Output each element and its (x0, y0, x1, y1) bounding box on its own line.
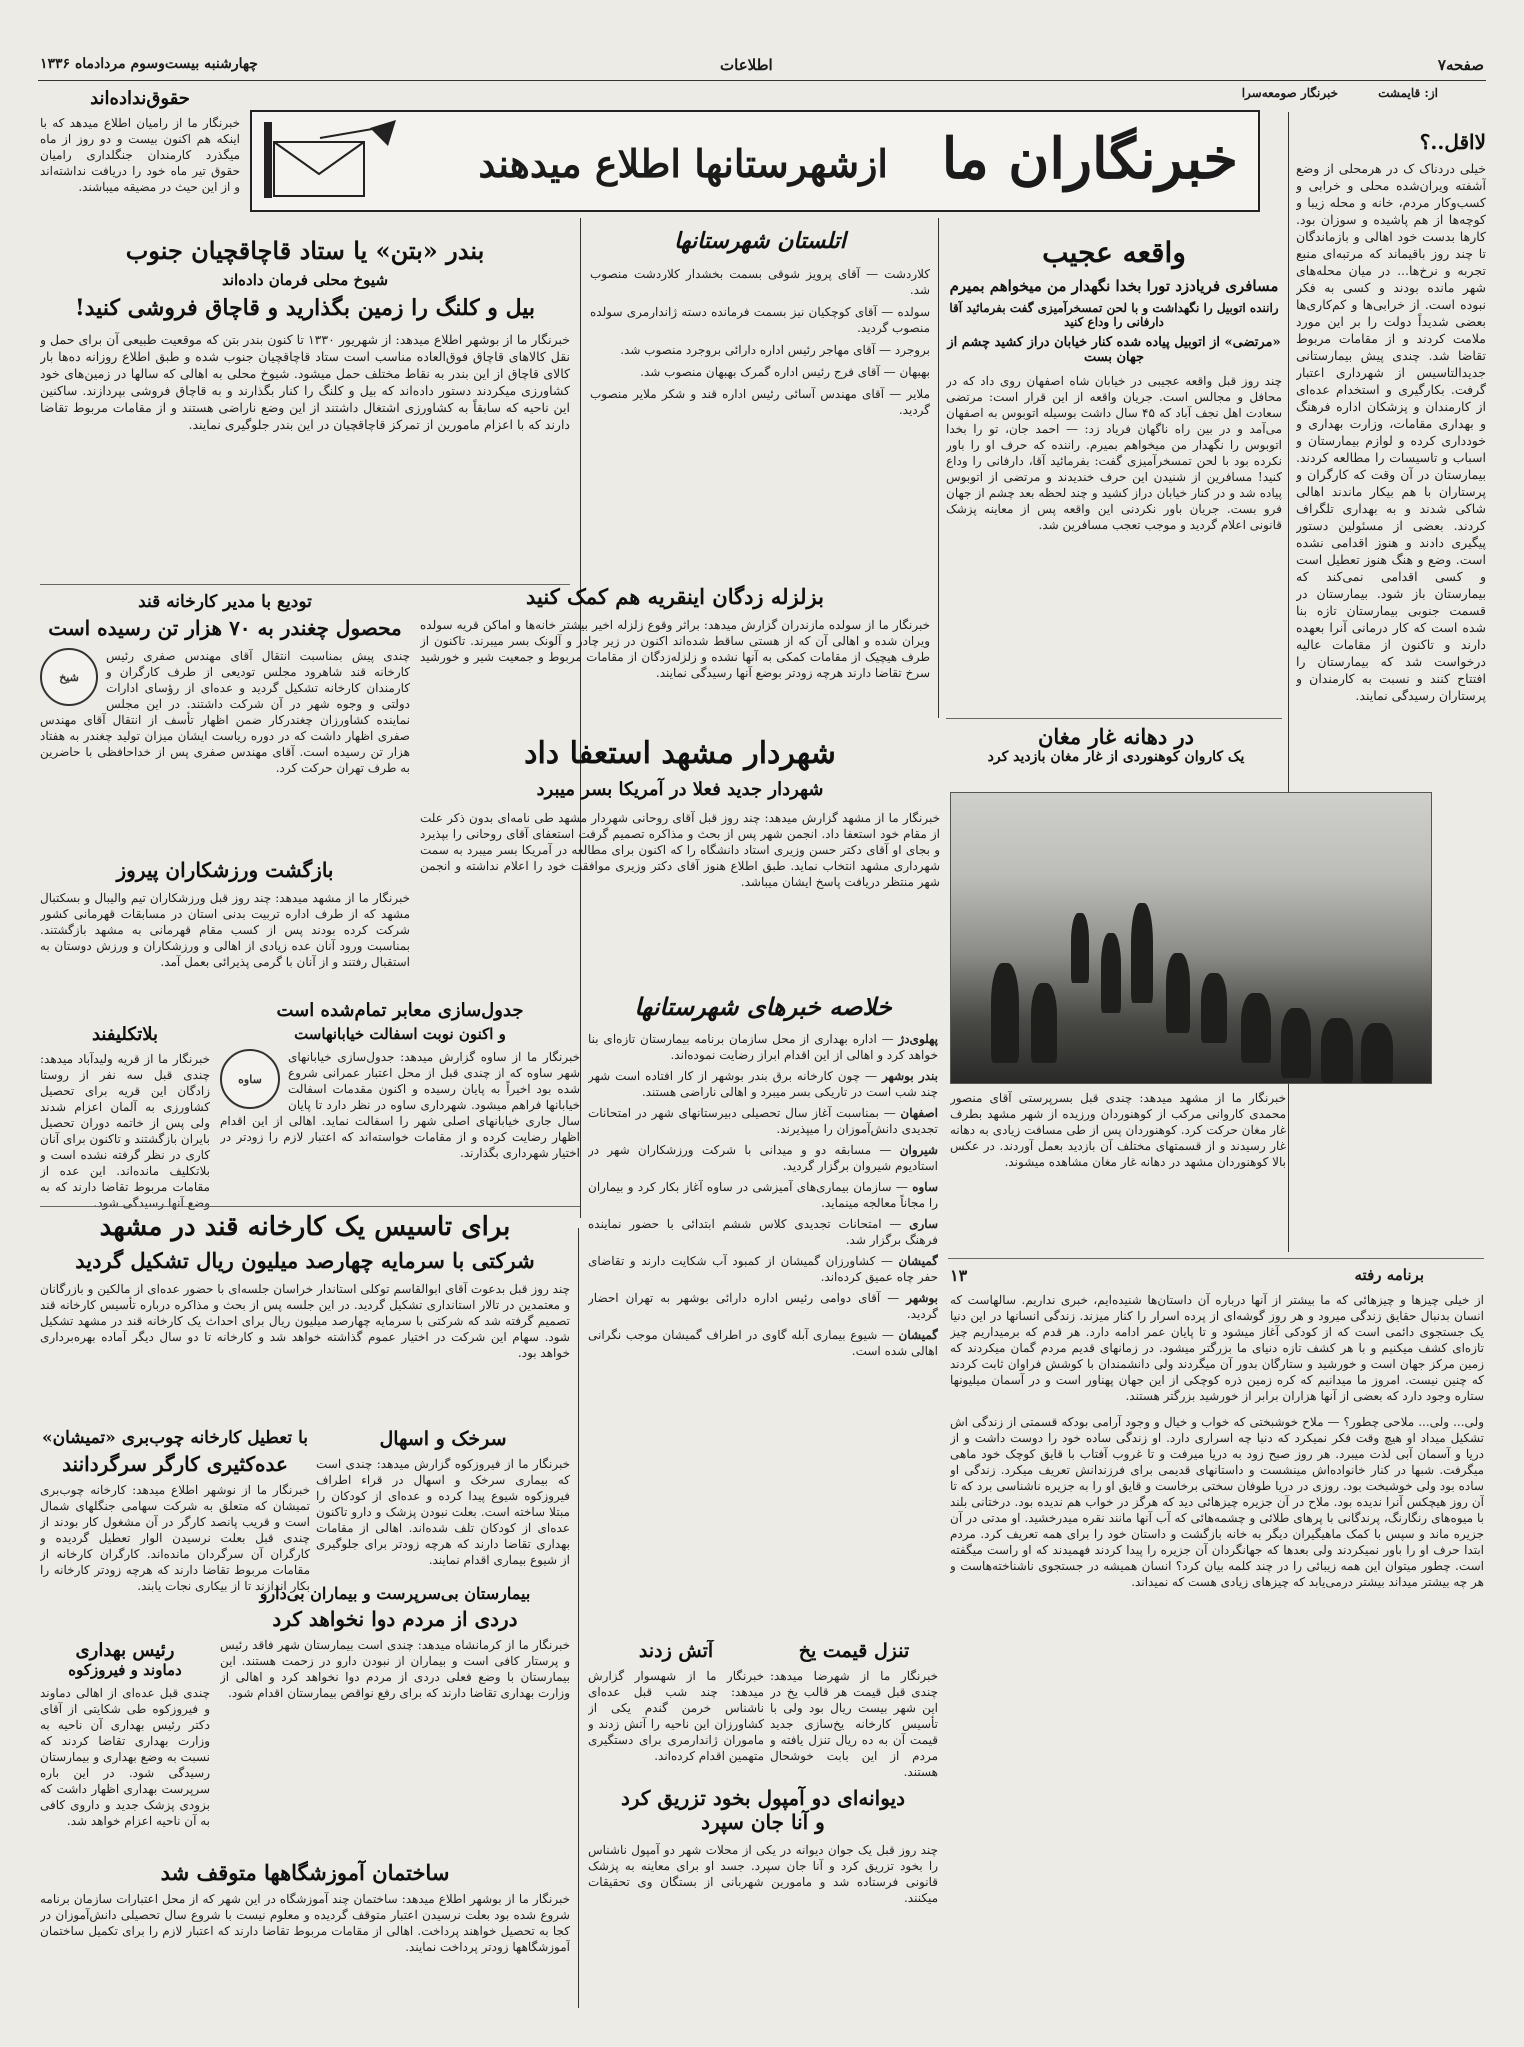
jadval-sub: و اکنون نوبت اسفالت خیابانهاست (294, 1025, 506, 1043)
barnameh-number: ۱۳ (950, 1266, 968, 1285)
sorkhak-body: خبرنگار ما از فیروزکوه گزارش میدهد: چندی است که بیماری سرخک و اسهال در قراء اطراف فیروزکوه شیوع پیدا کرده و عده‌ای از کودکان را مبتلا ساخته است. بعلت نبودن پزشک و دارو تاکنون عده‌ای از کودکان تلف شده‌اند. اهالی از مقامات بهداری تقاضا دارند که هرچه زودتر برای جلوگیری از شیوع بیماری اقدام نمایند. (316, 1457, 570, 1567)
masthead-rule (38, 80, 1486, 81)
khulaseh-text: اداره بهداری از محل سازمان برنامه بیمارستان تازه‌ای بنا خواهد کرد و اهالی از این اقدام ابراز رضایت نموده‌اند. (588, 1032, 938, 1062)
ghar-title: در دهانه غار مغان (1037, 724, 1195, 749)
bazgasht-body: خبرنگار ما از مشهد میدهد: چند روز قبل ورزشکاران تیم والیبال و بسکتبال مشهد که از طرف اداره تربیت بدنی استان در مسابقات قهرمانی کشور شرکت کرده بودند پس از کسب مقام قهرمانی به مشهد بازگشتند. بمناسبت ورود آنان عده زیادی از اهالی و ورزشکاران و ورزش دوستان به استقبال رفتند و از آنان با گرمی پذیرائی بعمل آمد. (40, 891, 410, 969)
atash-article (588, 1640, 764, 1780)
barnameh-header (950, 1266, 1484, 1292)
date-line: چهارشنبه بیست‌وسوم مرداد‌ماه ۱۳۳۶ (40, 56, 258, 72)
khulaseh-text: چون کارخانه برق بندر بوشهر از کار افتاده است شهر چند شب است در تاریکی بسر میبرد و اهالی ناراضی هستند. (588, 1069, 938, 1099)
raees-sub: دماوند و فیروزکوه (68, 1661, 182, 1679)
khulaseh-label: گمیشان (898, 1254, 938, 1268)
khulaseh-label: اصفهان (900, 1106, 938, 1120)
bandar-title: بندر «بتن» یا ستاد قاچاقچیان جنوب (125, 236, 485, 265)
khulaseh-label: ساوه (912, 1180, 938, 1194)
rule-qand-top (40, 1206, 580, 1207)
zelzeleh-body: خبرنگار ما از سولده مازندران گزارش میدهد: براثر وقوع زلزله اخیر بیشتر خانه‌ها و اماکن قریه سولده ویران شده و اهالی آن که از هستی ساقط شده‌اند اکنون در زیر چادر و آلونک بسر میبرند. تاکنون از طرف هیچیک از مقامات کمکی به آنها نشده و زلزله‌زدگان از مقامات مربوط و جمعیت شیر و خورشید سرخ تقاضا دارند هرچه زودتر بوضع آنها رسیدگی نمایند. (420, 618, 930, 680)
tavdi-title: تودیع با مدیر کارخانه قند (138, 592, 312, 612)
huquq-title: حقوق‌نداده‌اند (90, 88, 190, 109)
shahrestanha-item: سولده — آقای کوچکیان نیز بسمت فرمانده دسته ژاندارمری سولده منصوب گردید. (590, 305, 930, 335)
rule-vaqeh (946, 718, 1282, 719)
bazgasht-title: بازگشت ورزشکاران پیروز (116, 858, 334, 882)
raees-article (40, 1640, 210, 1840)
shahrestanha-logo: اتلستان شهرستانها (674, 228, 846, 254)
shahrestanha-item: بهبهان — آقای فرج رئیس اداره گمرک بهبهان منصوب شد. (640, 365, 930, 379)
qand-sub: شرکتی با سرمایه چهارصد میلیون ریال تشکیل گردید (75, 1248, 535, 1273)
qand-body: چند روز قبل بدعوت آقای ابوالقاسم توکلی استاندار خراسان جلسه‌ای با حضور عده‌ای از مالکین و بازرگانان و معتمدین در تالار استانداری تشکیل گردید. در این جلسه پس از بحث و مذاکره درباره تأسیس کارخانه قند تصمیم گرفته شد که شرکتی با سرمایه چهارصد میلیون ریال برای احداث یک کارخانه قند در مشهد تشکیل شود. سهام این شرکت در اختیار عموم گذاشته خواهد شد و کارخانه تا دو سال دیگر آماده بهره‌برداری خواهد بود. (40, 1282, 570, 1360)
vaqeh-title: واقعه عجیب (1042, 236, 1186, 269)
mountaineers-photo (950, 792, 1432, 1084)
bala-article (40, 1024, 210, 1224)
barnameh-title: برنامه رفته (1354, 1266, 1424, 1284)
shahrestanha-box (590, 228, 930, 528)
huquq-body: خبرنگار ما از رامیان اطلاع میدهد که با اینکه هم اکنون بیست و دو روز از ماه میگذرد کارمندان جنگلداری رامیان حقوق تیر ماه خود را دریافت نداشته‌اند و از این حیث در مضیقه میباشند. (40, 116, 240, 194)
chub-body: خبرنگار ما از نوشهر اطلاع میدهد: کارخانه چوب‌بری تمیشان که متعلق به شرکت سهامی جنگلهای شمال است و قریب پانصد کارگر در آن مشغول کار بودند از چندی قبل بعلت نرسیدن الوار تعطیل گردیده و کارگران آن سرگردان مانده‌اند. کارگران کارخانه از مقامات مربوط تقاضا دارند که هرچه زودتر کارخانه را بکار اندازند تا از بیکاری نجات یابند. (40, 1483, 310, 1593)
vaqeh-sub1: مسافری فریادزد تورا بخدا نگهدار من میخواهم بمیرم (949, 277, 1279, 295)
banner-subtitle: ازشهرستانها اطلاع میدهند (478, 141, 888, 186)
khulaseh-item: گمیشان — شیوع بیماری آبله گاوی در اطراف گمیشان موجب نگرانی اهالی شده است. (588, 1328, 938, 1358)
khulaseh-item: ساری — امتحانات تجدیدی کلاس ششم ابتدائی با حضور نماینده فرهنگ برگزار شد. (588, 1217, 938, 1247)
khulaseh-label: بندر بوشهر (881, 1069, 938, 1083)
divaneh-title: دیوانه‌ای دو آمپول بخود تزریق کرد (620, 1786, 906, 1810)
khulaseh-text: مسابقه دو و میدانی با شرکت ورزشکاران شهر در استادیوم شیروان برگزار گردید. (588, 1143, 938, 1173)
khulaseh-text: بمناسبت آغاز سال تحصیلی دبیرستانهای شهر در امتحانات تجدیدی دانش‌آموزان را میپذیرند. (588, 1106, 938, 1136)
chub-sub: عده‌کثیری کارگر سرگردانند (62, 1452, 288, 1476)
barnameh-body2: ولی... ولی... ملاحی چطور؟ — ملاح خوشبختی که خواب و خیال و وجود آرامی بودکه قسمتی از زندگی اش تشکیل میداد او هیچ وقت فکر نمیکرد که دنیا چه اسراری دارد. او زندگی ساده خود را دوست داشت و از دریا و آسمان آبی لذت میبرد. هر روز صبح زود به دریا میرفت و تا غروب آفتاب با قایق کوچک خود ماهی میگرفت. شبها در کنار خانواده‌اش مینشست و داستانهای قدیمی برای فرزندانش تعریف میکرد. زندگی او ساده بود ولی خوشبخت بود. روزی در دریا طوفان سختی برخاست و قایق او را به جزیره ناشناسی برد که تا آن روز هیچکس آنرا ندیده بود. ملاح در آن جزیره چیزهائی دید که هرگز در خواب هم ندیده بود. درختانی بلند با میوه‌های رنگارنگ، پرندگانی با پرهای طلائی و چشمه‌هائی که آب آنها مانند نقره میدرخشید. او مدتی در آن جزیره ماند و سپس با کمک ماهیگیران دیگر به خانه بازگشت و داستان خود را برای همه تعریف کرد. مردم ابتدا حرف او را باور نمیکردند ولی بعدها که جهانگردان آن جزیره را پیدا کردند فهمیدند که او راست میگفته است. چطور میتوان این همه زیبائی را در چند کلمه بیان کرد؟ انسان همیشه در جستجوی ناشناخته‌هاست و هر چه بیشتر میداند بیشتر درمی‌یابد که چیزهای زیادی هست که نمیداند. (950, 1415, 1484, 1589)
shahrestanha-item: کلاردشت — آقای پرویز شوقی بسمت بخشدار کلاردشت منصوب شد. (590, 267, 930, 297)
ghar-caption-text: خبرنگار ما از مشهد میدهد: چندی قبل بسرپرستی آقای منصور محمدی کاروانی مرکب از کوهنوردان ورزیده از شهر مشهد بطرف غار مغان حرکت کرد. کوهنوردان پس از طی مسافت زیادی به دهانه غار رسیدند و از قسمتهای مختلف آن بازدید بعمل آوردند. در عکس بالا کوهنوردان مشهد در دهانه غار مغان مشاهده میشوند. (950, 1091, 1286, 1169)
zelzeleh-title: بزلزله زدگان اینقریه هم کمک کنید (526, 584, 824, 609)
khulaseh-label: پهلوی‌دژ (898, 1032, 938, 1046)
bimarestan-sub: دردی از مردم دوا نخواهد کرد (272, 1607, 518, 1631)
atash-title: آتش زدند (638, 1640, 714, 1662)
bala-body: خبرنگار ما از قریه ولیدآباد میدهد: چندی قبل سه نفر از روستا زادگان این قریه برای تحصیل کشاورزی به آلمان اعزام شدند ولی پس از خاتمه دوران تحصیل بایران بازگشتند و تاکنون برای آنان کاری در نظر گرفته نشده است و بلاتکلیف مانده‌اند. این عده از مقامات مربوط تقاضا دارند که به وضع آنها رسیدگی شود. (40, 1052, 210, 1210)
khulaseh-text: شیوع بیماری آبله گاوی در اطراف گمیشان موجب نگرانی اهالی شده است. (588, 1328, 938, 1358)
khulaseh-text: سازمان بیماری‌های آمیزشی در ساوه آغاز بکار کرد و بیماران را مجاناً معالجه مینماید. (588, 1180, 938, 1210)
masthead (40, 56, 1484, 78)
khulaseh-item: پهلوی‌دژ — اداره بهداری از محل سازمان برنامه بیمارستان تازه‌ای بنا خواهد کرد و اهالی از این اقدام ابراز رضایت نموده‌اند. (588, 1032, 938, 1062)
jadval-title: جدول‌سازی معابر تمام‌شده است (276, 1000, 524, 1021)
sorkhak-title: سرخک و اسهال (379, 1428, 507, 1450)
bimarestan-body: خبرنگار ما از کرمانشاه میدهد: چندی است بیمارستان شهر فاقد رئیس و پرستار کافی است و بیماران از نبودن دارو در زحمت هستند. این بیمارستان با وضع فعلی دردی از مردم دوا نخواهد کرد و اهالی از وزارت بهداری تقاضا دارند که برای رفع نواقص بیمارستان اقدام شود. (220, 1638, 570, 1700)
bandar-sub: شیوخ محلی فرمان داده‌اند (221, 271, 389, 289)
rule-barnameh-top (948, 1258, 1484, 1259)
banner-title: خبرنگاران ما (941, 126, 1238, 192)
khulaseh-text: آقای دوامی رئیس اداره دارائی بوشهر به تهران احضار گردید. (588, 1291, 938, 1321)
vaqeh-body: چند روز قبل واقعه عجیبی در خیابان شاه اصفهان روی داد که در محافل و مجالس است. جریان واقعه از این قرار است: مرتضی سعادت اهل نجف آباد که ۴۵ سال داشت بوسیله اتوبوس به اصفهان می‌آمد و در بین راه ناگهان فریاد زد: — احمد جان، تو را بخدا اتوبوس را نگهدار من میخواهم بمیرم. راننده که حرف او را باور نکرده بود با لحن تمسخرآمیزی گفت: بفرمائید آقا، دارفانی را وداع کنید! مسافرین از شنیدن این حرف خندیدند و مرتضی از اتوبوس پیاده شد و در کنار خیابان دراز کشید و چند لحظه بعد چشم از جهان فرو بست. جریان باور نکردنی این واقعه پس از معاینه پزشک قانونی اعلام گردید و موجب تعجب مسافرین شد. (946, 374, 1282, 532)
khulaseh-label: گمیشان (898, 1328, 938, 1342)
page-number: صفحه۷ (1437, 56, 1484, 74)
khulaseh-label: ساری (909, 1217, 938, 1231)
lalaqal-title: لااقل..؟ (1419, 130, 1486, 154)
jadval-body: خبرنگار ما از ساوه گزارش میدهد: جدول‌سازی خیابانهای شهر ساوه که از چندی قبل از محل اعتبار عمرانی شروع شده بود اخیراً به پایان رسیده و اکنون مقدمات اسفالت خیابانها فراهم میشود. شهرداری ساوه در نظر دارد تا پایان سال جاری خیابانهای اصلی شهر را اسفالت نماید. اهالی از این اقدام اظهار رضایت کرده و از مقامات خواسته‌اند که اعتبار لازم را زودتر در اختیار شهرداری بگذارند. (220, 1050, 580, 1160)
barnameh-body: از خیلی چیزها و چیزهائی که ما بیشتر از آنها درباره آن داستان‌ها شنیده‌ایم، خبری نداریم. سالهاست که انسان بدنبال حقایق زندگی میرود و هر روز گوشه‌ای از پرده اسرار را کنار میزند. زندگی انسانها در این دنیا یک جستجوی دائمی است که از کودکی آغاز میشود و تا پایان عمر ادامه دارد. هر قدم که برمیداریم چیز تازه‌ای کشف میکنیم و با هر کشف تازه دنیای ما بزرگتر میشود. در زمانهای قدیم مردم گمان میکردند که زمین مرکز جهان است و خورشید و ستارگان بدور آن میگردند ولی دانشمندان با کوشش فراوان ثابت کردند که چنین نیست. امروز ما میدانیم که کره زمین ذره کوچکی از این جهان پهناور است و در آسمان میلیونها ستاره وجود دارد که بعضی از آنها هزاران برابر از خورشید بزرگتر هستند. (950, 1293, 1484, 1403)
sheikh-emblem-icon: شیخ (40, 648, 98, 706)
shahrdar-sub: شهردار جدید فعلا در آمریکا بسر میبرد (536, 779, 824, 800)
shahrdar-body: خبرنگار ما از مشهد گزارش میدهد: چند روز قبل آقای روحانی شهردار مشهد طی نامه‌ای بدون ذکر علت از مقام خود استعفا داد. انجمن شهر پس از بحث و مذاکره تصمیم گرفت استعفای آقای روحانی را بپذیرد و بجای او آقای دکتر حسن وزیری استاد دانشگاه را که اکنون برای مطالعه در آمریکا بسر میبرد به سمت شهرداری مشهد انتخاب نماید. طبق اطلاع هنوز آقای دکتر وزیری موافقت خود را اعلام نداشته و انجمن شهر منتظر دریافت پاسخ ایشان میباشد. (420, 811, 940, 889)
banner-kicker-right: از: قایمشت (1378, 86, 1438, 100)
sakhteman-body: خبرنگار ما از بوشهر اطلاع میدهد: ساختمان چند آموزشگاه در این شهر که از محل اعتبارات سازمان برنامه شروع شده بود بعلت نرسیدن اعتبار متوقف گردیده و معلوم نیست با شروع سال تحصیلی دانش‌آموزان در کجا به تحصیل خواهند پرداخت. اهالی از مقامات مربوط تقاضا دارند که اعتبار لازم را برای تکمیل ساختمان آموزشگاهها زودتر پرداخت نمایند. (40, 1892, 570, 1954)
ghar-sub: یک کاروان کوهنوردی از غار مغان بازدید کرد (987, 749, 1245, 765)
khulaseh-item: شیروان — مسابقه دو و میدانی با شرکت ورزشکاران شهر در استادیوم شیروان برگزار گردید. (588, 1143, 938, 1173)
ghar-caption (950, 1090, 1286, 1220)
atash-body: خبرنگار ما از شهسوار گزارش میدهد: چند شب قبل عده‌ای ناشناس خرمن گندم یکی از کشاورزان این ناحیه را آتش زدند و ماموران ژاندارمری برای دستگیری متهمین اقدام کرده‌اند. (588, 1669, 764, 1763)
tanazzol-body: خبرنگار ما از شهرضا میدهد: چندی قبل قیمت هر قالب یخ در این شهر بیست ریال بود ولی با تأسیس کارخانه یخ‌سازی جدید قیمت آن به ده ریال تنزل یافته و مردم از این بابت خوشحال هستند. (770, 1669, 938, 1779)
raees-title: رئیس بهداری (75, 1640, 175, 1661)
tavdi-article (40, 592, 410, 852)
qand-title: برای تاسیس یک کارخانه قند در مشهد (99, 1212, 511, 1242)
khulaseh-item: ساوه — سازمان بیماری‌های آمیزشی در ساوه آغاز بکار کرد و بیماران را مجاناً معالجه مینماید. (588, 1180, 938, 1210)
chub-title: با تعطیل کارخانه چوب‌بری «تمیشان» (42, 1428, 308, 1448)
zelzeleh-article (420, 584, 930, 734)
tavdi-sub: محصول چغندر به ۷۰ هزار تن رسیده است (48, 616, 402, 640)
bimarestan-article (220, 1584, 570, 1754)
khulaseh-item: اصفهان — بمناسبت آغاز سال تحصیلی دبیرستانهای شهر در امتحانات تجدیدی دانش‌آموزان را میپذیرند. (588, 1106, 938, 1136)
sorkhak-article (316, 1428, 570, 1578)
sakhteman-article (40, 1860, 570, 2010)
huquq-article (40, 88, 240, 213)
sakhteman-title: ساختمان آموزشگاهها متوقف شد (160, 1860, 450, 1885)
khulaseh-text: کشاورزان گمیشان از کمبود آب شکایت دارند و تقاضای حفر چاه عمیق کرده‌اند. (588, 1254, 938, 1284)
khulaseh-text: امتحانات تجدیدی کلاس ششم ابتدائی با حضور نماینده فرهنگ برگزار شد. (588, 1217, 938, 1247)
khulaseh-label: شیروان (899, 1143, 938, 1157)
khulaseh-label: بوشهر (906, 1291, 938, 1305)
vaqeh-sub2: راننده اتوبیل را نگهداشت و با لحن تمسخرآمیزی گفت بفرمائید آقا دارفانی را وداع کنید (949, 301, 1279, 329)
rule-shahr (938, 218, 939, 718)
bazgasht-article (40, 858, 410, 1018)
khulaseh-item: بندر بوشهر — چون کارخانه برق بندر بوشهر از کار افتاده است شهر چند شب است در تاریکی بسر میبرد و اهالی ناراضی هستند. (588, 1069, 938, 1099)
bimarestan-title: بیمارستان بی‌سرپرست و بیماران بی‌دارو (259, 1584, 531, 1603)
divaneh-body: چند روز قبل یک جوان دیوانه در یکی از محلات شهر دو آمپول ناشناس را بخود تزریق کرد و آنا جان سپرد. جسد او برای معاینه به پزشک قانونی فرستاده شد و مامورین شهربانی از بستگان وی تحقیقات میکنند. (588, 1843, 938, 1905)
ghar-article (950, 724, 1282, 780)
khulaseh-title: خلاصه خبرهای شهرستانها (634, 992, 892, 1021)
barnameh-article (950, 1266, 1484, 2011)
qand-article (40, 1212, 570, 1422)
raees-body: چندی قبل عده‌ای از اهالی دماوند و فیروزکوه طی شکایتی از آقای دکتر رئیس بهداری آن ناحیه به وزارت بهداری تقاضا کردند که نسبت به وضع بهداری و بیمارستان رسیدگی شود. در این باره سرپرست بهداری اظهار داشت که بزودی پزشک جدید و داروی کافی به آن ناحیه اعزام خواهد شد. (40, 1686, 210, 1828)
paper-name: اطلاعات (720, 56, 773, 74)
bala-title: بلاتکلیفند (91, 1024, 159, 1045)
khulaseh-article (588, 992, 938, 1632)
tavdi-body: چندی پیش بمناسبت انتقال آقای مهندس صفری رئیس کارخانه قند شاهرود مجلس تودیعی از طرف کارگران و کارمندان کارخانه تشکیل گردید و عده‌ای از رؤسای ادارات دولتی و وجوه شهر در آن شرکت داشتند. در این مجلس نماینده کشاورزان چغندرکار ضمن اظهار تأسف از انتقال آقای مهندس صفری اظهار داشت که در دوره ریاست ایشان میزان تولید چغندر به هفتاد هزار تن رسیده است. آقای مهندس صفری پس از خداحافظی با حاضرین به طرف تهران حرکت کرد. (40, 649, 410, 775)
vaqeh-sub3: «مرتضی» از اتوبیل پیاده شده کنار خیابان دراز کشید چشم از جهان بست (947, 335, 1281, 365)
tanazzol-article (770, 1640, 938, 1780)
banner-kicker-left: خبرنگار صومعه‌سرا (1241, 86, 1338, 100)
bandar-article (40, 236, 570, 581)
bandar-headline: بیل و کلنگ را زمین بگذارید و قاچاق فروشی کنید! (74, 295, 536, 321)
saveh-emblem-icon: ساوه (220, 1049, 280, 1109)
jadval-article (220, 1000, 580, 1222)
lalaqal-body: خیلی دردناک ک در هرمحلی از وضع آشفته ویران‌شده محلی و خرابی و کسب‌وکار مردم، خانه و محله زیبا و کوچه‌ها از هم پاشیده و سوزان بود. کارها بدست خود اهالی و بازماندگان تا چند روز باقیماند که مرتبه‌ای منبع تجربه و نرخ‌ها... در میان محله‌های شهر مانده بودند و کسی به فکر نبوده است. از خرابی‌ها و کم‌کاری‌ها بعضی شدیداً دولت را بر این مورد ملامت کردند و از مقامات مربوط تقاضا شد. چندی پیش بیمارستانی جدیدالتاسیس از شهرداری اعتبار گرفت. بکارگیری و استخدام عده‌ای از کارمندان و پزشکان اداره فرهنگ و بهداری مقامات، وزارت بهداری و خودداری کرده و لوازم بیمارستان و اسباب و تاسیسات را مطالعه کردند. بیمارستان در آن وقت که کارگران و پرستاران با هم بیکار ماندند اهالی شاکی شدند و به بهداری تلگراف کردند. بعضی از مسئولین دستور پیگیری دادند و هنوز اقدامی نشده است. وضع و هنگ هنوز تعطیل است و کسی اقدامی نمی‌کند که بیمارستان باز شود. بیمارستان در قسمت جنوبی بیمارستان تازه بنا شده است که کار درمانی آنرا بعهده دارند و تاکنون از مقامات عالیه درخواست شد که بیمارستان را افتتاح کنند و نسبت به کارمندان و پرستاران رسیدگی نمایند. (1296, 161, 1486, 703)
reporters-banner (250, 86, 1438, 212)
divaneh-sub: و آنا جان سپرد (701, 1810, 825, 1834)
khulaseh-item: گمیشان — کشاورزان گمیشان از کمبود آب شکایت دارند و تقاضای حفر چاه عمیق کرده‌اند. (588, 1254, 938, 1284)
shahrestanha-item: بروجرد — آقای مهاجر رئیس اداره دارائی بروجرد منصوب شد. (620, 343, 930, 357)
tanazzol-title: تنزل قیمت یخ (798, 1640, 910, 1662)
divaneh-article (588, 1786, 938, 2011)
shahrestanha-item: ملایر — آقای مهندس آسائی رئیس اداره قند و شکر ملایر منصوب گردید. (590, 387, 930, 417)
envelope-pen-icon (260, 118, 400, 206)
bandar-body: خبرنگار ما از بوشهر اطلاع میدهد: از شهریور ۱۳۳۰ تا کنون بندر بتن که موقعیت طبیعی آن برای حمل و نقل کالاهای قاچاق فوق‌العاده مناسب است ستاد قاچاقچیان جنوب شده و طبق اطلاع روزانه ده‌ها بار کالای قاچاق از این بندر به نقاط مختلف حمل میشود. شیوخ محلی به اهالی که سالها در زمین‌های خود کشاورزی میکردند دستور داده‌اند که بیل و کلنگ را کنار بگذارند و به قاچاق فروشی بپردازند. ساکنین این ناحیه که سابقاً به کشاورزی اشتغال داشتند از این وضع ناراضی هستند و از مقامات مربوط تقاضا دارند که با اعزام مامورین از تمرکز قاچاقچیان در این بندر جلوگیری نمایند. (40, 332, 570, 432)
shahrdar-title: شهردار مشهد استعفا داد (524, 736, 836, 771)
shahrdar-article (420, 736, 940, 986)
rule-center (578, 1228, 579, 2008)
khulaseh-item: بوشهر — آقای دوامی رئیس اداره دارائی بوشهر به تهران احضار گردید. (588, 1291, 938, 1321)
vaqeh-article (946, 236, 1282, 716)
